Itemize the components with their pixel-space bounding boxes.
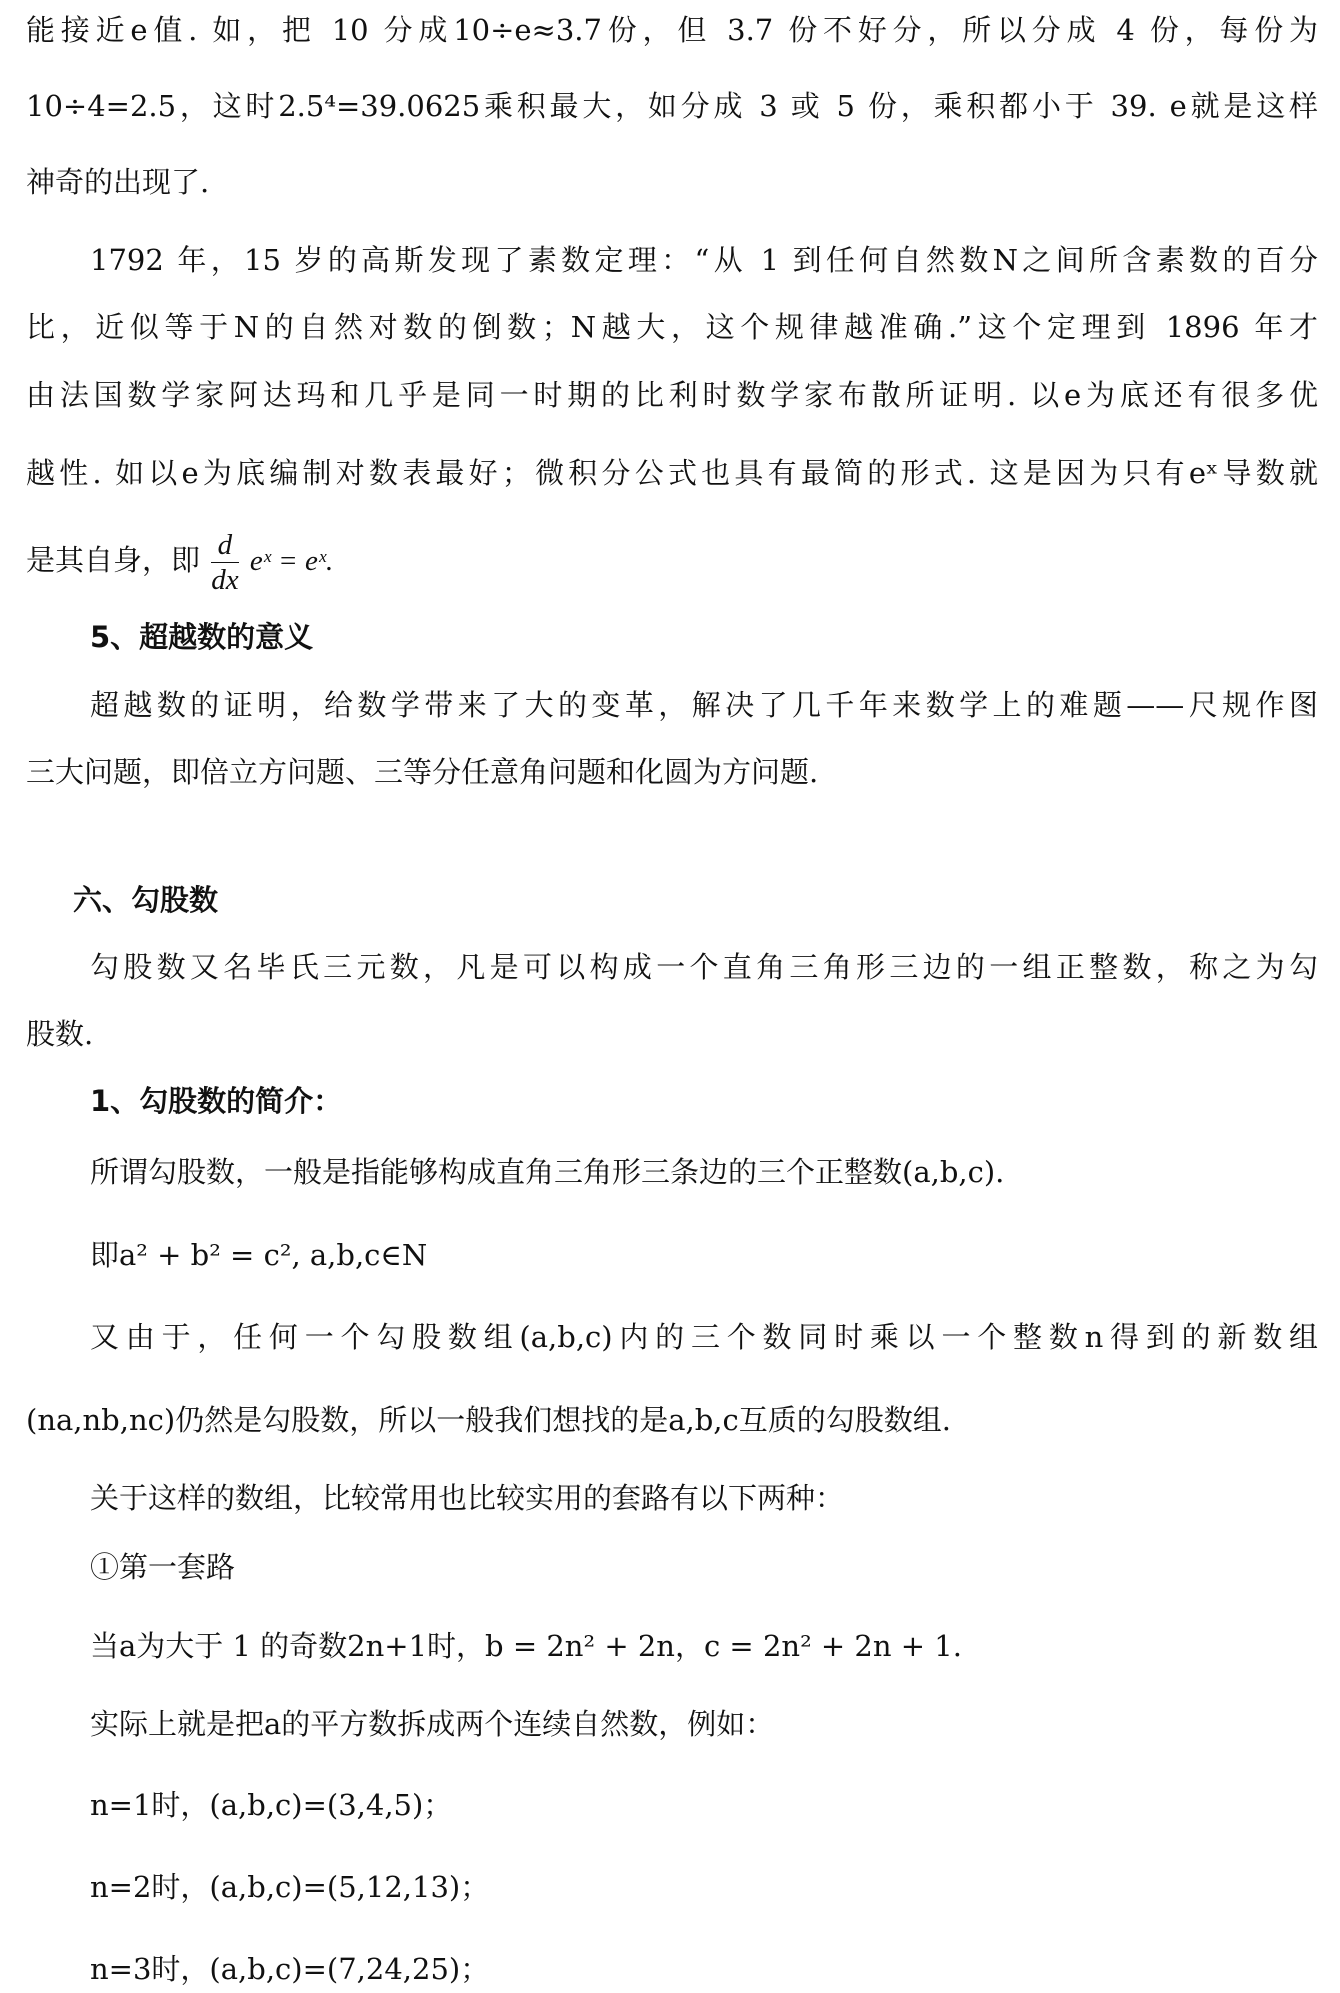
paragraph-line: 超越数的证明，给数学带来了大的变革，解决了几千年来数学上的难题——尺规作图 <box>90 688 1318 722</box>
paragraph-line: 由法国数学家阿达玛和几乎是同一时期的比利时数学家布散所证明. 以e为底还有很多优 <box>26 378 1318 412</box>
paragraph-line: 股数. <box>26 1017 94 1051</box>
subsection-heading-6-1: 1、勾股数的简介： <box>90 1084 343 1118</box>
paragraph-line: 比，近似等于N的自然对数的倒数；N越大，这个规律越准确.”这个定理到 1896 年才 <box>26 310 1318 344</box>
fraction-denominator: dx <box>211 563 239 596</box>
paragraph-line: 实际上就是把a的平方数拆成两个连续自然数，例如： <box>90 1707 775 1741</box>
paragraph-line: 勾股数又名毕氏三元数，凡是可以构成一个直角三角形三边的一组正整数，称之为勾 <box>90 950 1318 984</box>
paragraph-line: 神奇的出现了. <box>26 165 210 199</box>
paragraph-line: 越性. 如以e为底编制对数表最好；微积分公式也具有最简的形式. 这是因为只有eˣ导数就 <box>26 456 1318 490</box>
derivative-rest: eˣ = eˣ. <box>249 545 334 577</box>
example-line: n=3时，(a,b,c)=(7,24,25)； <box>90 1952 490 1986</box>
section-heading-5: 5、超越数的意义 <box>90 620 314 654</box>
example-line: n=1时，(a,b,c)=(3,4,5)； <box>90 1788 453 1822</box>
method-label: ①第一套路 <box>90 1550 236 1584</box>
chapter-heading-6: 六、勾股数 <box>73 883 219 917</box>
formula-line: 当a为大于 1 的奇数2n+1时，b = 2n² + 2n，c = 2n² + 2n + 1. <box>90 1629 962 1663</box>
paragraph-line: 又由于，任何一个勾股数组(a,b,c)内的三个数同时乘以一个整数n得到的新数组 <box>90 1320 1318 1354</box>
derivative-line <box>26 526 1318 597</box>
derivative-prefix: 是其自身，即 <box>26 543 201 577</box>
paragraph-line: 三大问题，即倍立方问题、三等分任意角问题和化圆为方问题. <box>26 755 819 789</box>
paragraph-line: 10÷4=2.5，这时2.5⁴=39.0625乘积最大，如分成 3 或 5 份，乘积都小于 39. e就是这样 <box>26 89 1318 123</box>
paragraph-line: (na,nb,nc)仍然是勾股数，所以一般我们想找的是a,b,c互质的勾股数组. <box>26 1403 951 1437</box>
fraction-numerator: d <box>211 528 238 563</box>
paragraph-line: 所谓勾股数，一般是指能够构成直角三角形三条边的三个正整数(a,b,c). <box>90 1155 1005 1189</box>
paragraph-line: 能接近e值. 如，把 10 分成10÷e≈3.7份，但 3.7 份不好分，所以分成 4 份，每份为 <box>26 13 1318 47</box>
example-line: n=2时，(a,b,c)=(5,12,13)； <box>90 1870 490 1904</box>
formula-line: 即a² + b² = c², a,b,c∈N <box>90 1238 428 1272</box>
paragraph-line: 关于这样的数组，比较常用也比较实用的套路有以下两种： <box>90 1481 845 1515</box>
derivative-fraction <box>211 528 238 597</box>
paragraph-line: 1792 年，15 岁的高斯发现了素数定理：“从 1 到任何自然数N之间所含素数的百分 <box>90 243 1318 277</box>
